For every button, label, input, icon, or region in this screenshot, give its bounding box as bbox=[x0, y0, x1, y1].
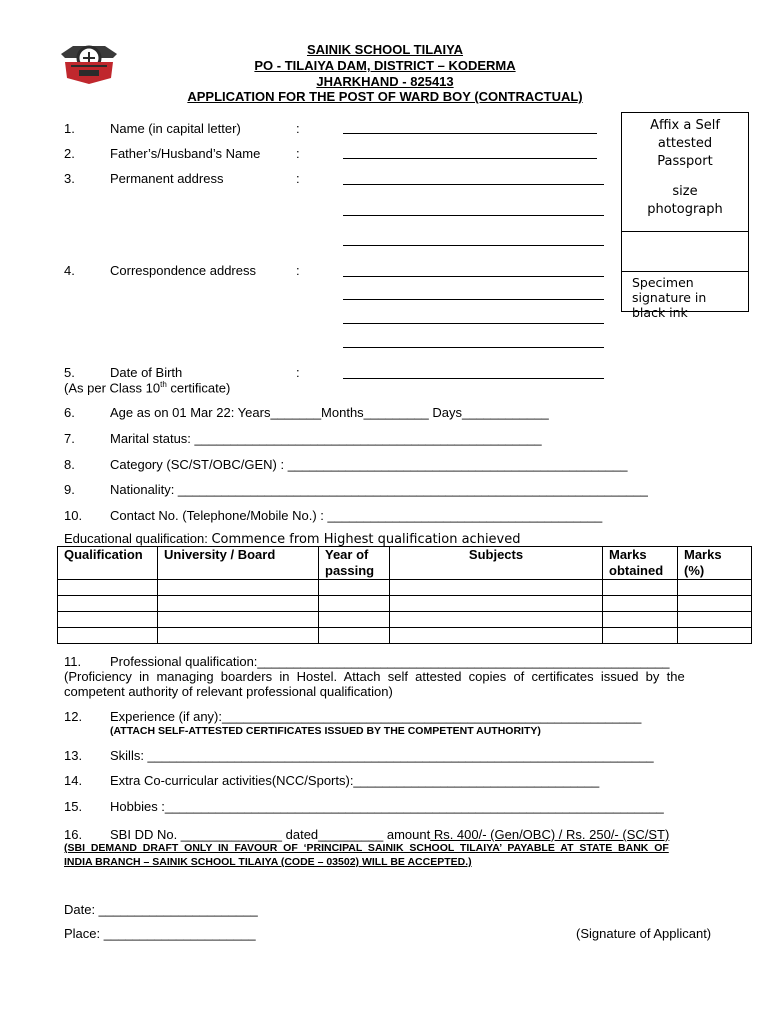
form-title: APPLICATION FOR THE POST OF WARD BOY (CONTRACTUAL) bbox=[187, 89, 583, 104]
col-subjects: Subjects bbox=[390, 547, 603, 580]
skills-field[interactable]: Skills: ______________________________________________________________________ bbox=[110, 748, 654, 763]
field-2-colon: : bbox=[296, 146, 300, 161]
table-row bbox=[58, 612, 752, 628]
photo-text-1: Affix a Self bbox=[650, 118, 720, 133]
field-5-number: 5. bbox=[64, 365, 75, 380]
col-university: University / Board bbox=[158, 547, 319, 580]
photo-text-5: photograph bbox=[647, 202, 723, 217]
signature-area bbox=[622, 231, 748, 272]
field-2-label: Father’s/Husband’s Name bbox=[110, 146, 261, 161]
table-row bbox=[58, 596, 752, 612]
contact-field[interactable]: Contact No. (Telephone/Mobile No.) : ______________________________________ bbox=[110, 508, 603, 523]
col-qualification: Qualification bbox=[58, 547, 158, 580]
field-3-colon: : bbox=[296, 171, 300, 186]
table-row bbox=[58, 628, 752, 644]
professional-note-2: competent authority of relevant professional qualification) bbox=[64, 684, 393, 699]
specimen-text-3: black ink bbox=[632, 305, 688, 320]
age-field[interactable]: Age as on 01 Mar 22: Years_______Months_________ Days____________ bbox=[110, 405, 549, 420]
education-table bbox=[57, 546, 752, 644]
school-state: JHARKHAND - 825413 bbox=[316, 74, 454, 89]
field-15-number: 15. bbox=[64, 799, 83, 814]
education-caption: Educational qualification: Commence from Highest qualification achieved bbox=[64, 531, 521, 547]
field-14-number: 14. bbox=[64, 773, 83, 788]
field-12-number: 12. bbox=[64, 709, 83, 724]
field-6-number: 6. bbox=[64, 405, 75, 420]
photo-text-4: size bbox=[672, 184, 698, 199]
sbi-dd-field[interactable]: SBI DD No. ______________ dated_________ amount Rs. 400/- (Gen/OBC) / Rs. 250/- (SC/ST) bbox=[110, 827, 670, 842]
field-5-label: Date of Birth bbox=[110, 365, 183, 380]
field-11-number: 11. bbox=[64, 654, 82, 669]
field-4-colon: : bbox=[296, 263, 300, 278]
field-4-number: 4. bbox=[64, 263, 75, 278]
category-field[interactable]: Category (SC/ST/OBC/GEN) : _______________________________________________ bbox=[110, 457, 628, 472]
professional-qualification-field[interactable]: Professional qualification:_________________________________________________________ bbox=[110, 654, 670, 669]
field-5-colon: : bbox=[296, 365, 300, 380]
date-field[interactable]: Date: ______________________ bbox=[64, 902, 258, 917]
photo-box bbox=[621, 112, 749, 320]
field-8-number: 8. bbox=[64, 457, 75, 472]
field-3-number: 3. bbox=[64, 171, 75, 186]
specimen-text-2: signature in bbox=[632, 290, 707, 305]
col-year: Year of passing bbox=[319, 547, 390, 580]
permanent-address-blank-2[interactable] bbox=[343, 215, 604, 216]
field-4-label: Correspondence address bbox=[110, 263, 256, 278]
field-16-number: 16. bbox=[64, 827, 83, 842]
col-marks-obtained: Marks obtained bbox=[603, 547, 678, 580]
correspondence-address-blank-1[interactable] bbox=[343, 276, 604, 277]
correspondence-address-blank-4[interactable] bbox=[343, 347, 604, 348]
field-9-number: 9. bbox=[64, 482, 75, 497]
field-7-number: 7. bbox=[64, 431, 75, 446]
field-10-number: 10. bbox=[64, 508, 83, 523]
experience-field[interactable]: Experience (if any):__________________________________________________________ bbox=[110, 709, 642, 724]
dd-amount: Rs. 400/- (Gen/OBC) / Rs. 250/- (SC/ST) bbox=[430, 827, 670, 842]
photo-text-2: attested bbox=[657, 136, 713, 151]
dob-blank[interactable] bbox=[343, 378, 604, 379]
correspondence-address-blank-3[interactable] bbox=[343, 323, 604, 324]
school-name: SAINIK SCHOOL TILAIYA bbox=[306, 42, 464, 57]
specimen-label bbox=[632, 275, 742, 320]
nationality-field[interactable]: Nationality: _________________________________________________________________ bbox=[110, 482, 648, 497]
dob-note: (As per Class 10th certificate) bbox=[64, 380, 231, 396]
marital-status-field[interactable]: Marital status: ________________________________________________ bbox=[110, 431, 542, 446]
name-blank[interactable] bbox=[343, 133, 597, 134]
permanent-address-blank-3[interactable] bbox=[343, 245, 604, 246]
school-address: PO - TILAIYA DAM, DISTRICT – KODERMA bbox=[254, 58, 516, 73]
field-1-label: Name (in capital letter) bbox=[110, 121, 241, 136]
permanent-address-blank-1[interactable] bbox=[343, 184, 604, 185]
place-field[interactable]: Place: _____________________ bbox=[64, 926, 256, 941]
photo-area bbox=[622, 113, 748, 232]
specimen-text-1: Specimen bbox=[632, 275, 694, 290]
correspondence-address-blank-2[interactable] bbox=[343, 299, 604, 300]
professional-note-1: (Proficiency in managing boarders in Hostel. Attach self attested copies of certificates issued by the bbox=[64, 669, 685, 684]
photo-text-3: Passport bbox=[657, 154, 713, 169]
signature-label: (Signature of Applicant) bbox=[576, 926, 712, 941]
field-3-label: Permanent address bbox=[110, 171, 224, 186]
dd-note-2: INDIA BRANCH – SAINIK SCHOOL TILAIYA (CODE – 03502) WILL BE ACCEPTED.) bbox=[64, 856, 472, 868]
hobbies-field[interactable]: Hobbies :_____________________________________________________________________ bbox=[110, 799, 664, 814]
field-1-number: 1. bbox=[64, 121, 75, 136]
table-row bbox=[58, 580, 752, 596]
experience-note: (ATTACH SELF-ATTESTED CERTIFICATES ISSUED BY THE COMPETENT AUTHORITY) bbox=[110, 725, 541, 737]
dd-note-1: (SBI DEMAND DRAFT ONLY IN FAVOUR OF ‘PRINCIPAL SAINIK SCHOOL TILAIYA’ PAYABLE AT STATE BANK OF bbox=[64, 842, 669, 854]
extra-curricular-field[interactable]: Extra Co-curricular activities(NCC/Sports):__________________________________ bbox=[110, 773, 600, 788]
field-13-number: 13. bbox=[64, 748, 83, 763]
col-marks-percent: Marks (%) bbox=[678, 547, 752, 580]
field-1-colon: : bbox=[296, 121, 300, 136]
father-name-blank[interactable] bbox=[343, 158, 597, 159]
field-2-number: 2. bbox=[64, 146, 75, 161]
